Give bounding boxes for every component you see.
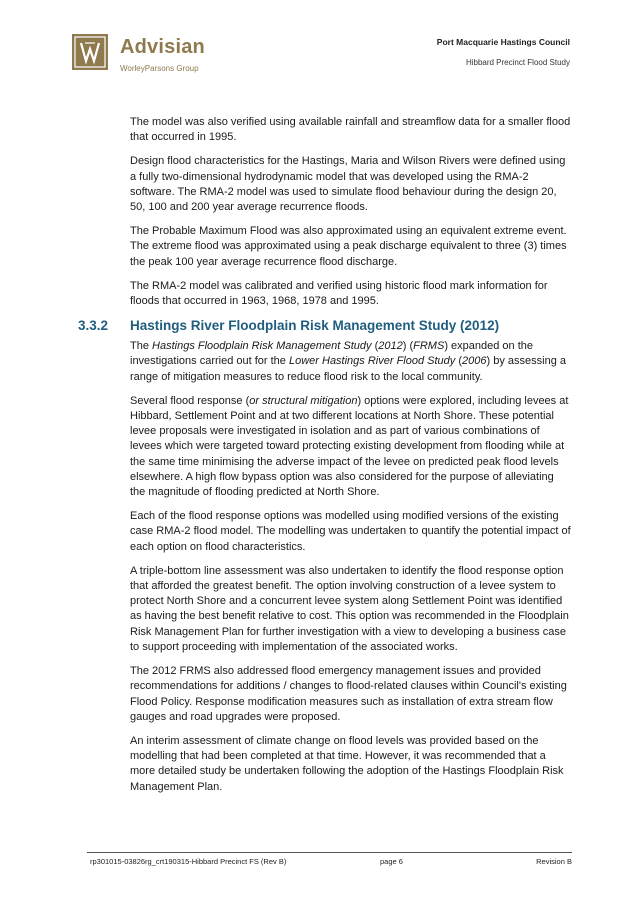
client-name: Port Macquarie Hastings Council bbox=[436, 37, 570, 47]
body-paragraph: Design flood characteristics for the Hastings, Maria and Wilson Rivers were defined using a fully two-dimensional hydrodynamic model that was developed using the RMA-2 software. The RMA-2 model was used to simulate flood behaviour during the design 20, 50, 100 and 200 year average recurrence floods. bbox=[130, 155, 566, 214]
body-paragraph: A triple-bottom line assessment was also undertaken to identify the flood response option that afforded the greatest benefit. The option involving construction of a levee system to protect North Shore and a concurrent levee system along Settlement Point was identified as having the best benefit relative to cost. This option was recommended in the Floodplain Risk Management Plan for further investigation with a view to developing a business case to support proceeding with implementation of the associated works. bbox=[130, 564, 569, 653]
italic-title: Lower Hastings River Flood Study bbox=[288, 355, 456, 368]
footer-doc-ref: rp301015-03826rg_crt190315-Hibbard Precinct FS (Rev B) bbox=[90, 857, 287, 866]
body-paragraph: The model was also verified using available rainfall and streamflow data for a smaller flood that occurred in 1995. bbox=[130, 116, 571, 144]
project-name: Hibbard Precinct Flood Study bbox=[465, 58, 570, 67]
advisian-logo bbox=[72, 34, 222, 80]
text-run: ) expanded on the investigations carried out for the bbox=[130, 340, 533, 368]
italic-year: 2012 bbox=[378, 340, 403, 353]
body-paragraph: An interim assessment of climate change on flood levels was provided based on the modelling that had been completed at that time. However, it was recommended that a more detailed study be undertaken following the adoption of the Hastings Floodplain Risk Management Plan. bbox=[130, 734, 564, 793]
section-number: 3.3.2 bbox=[78, 318, 109, 334]
brand-subtitle: WorleyParsons Group bbox=[120, 64, 199, 73]
text-run: ( bbox=[371, 340, 379, 353]
flood-response-paragraph bbox=[130, 394, 572, 500]
text-run: ) by assessing a range of mitigation measures to reduce flood risk to the local community. bbox=[130, 355, 566, 383]
frms-paragraph bbox=[130, 339, 572, 385]
text-run: Several flood response ( bbox=[130, 394, 250, 407]
footer-revision: Revision B bbox=[536, 857, 572, 866]
italic-title: Hastings Floodplain Risk Management Study bbox=[152, 340, 372, 353]
text-run: The bbox=[130, 340, 153, 353]
body-paragraph: The 2012 FRMS also addressed flood emergency management issues and provided recommendations for additions / changes to flood-related clauses within Council's existing Flood Policy. Response modification measures such as installation of extra stream flow gauges and road upgrades were proposed. bbox=[130, 665, 567, 723]
section-heading bbox=[78, 318, 572, 333]
document-body bbox=[78, 115, 572, 804]
page-header bbox=[437, 37, 570, 67]
brand-name: Advisian bbox=[120, 36, 205, 58]
italic-year: 2006 bbox=[462, 355, 487, 368]
text-run: ( bbox=[455, 355, 463, 368]
body-paragraph: Each of the flood response options was modelled using modified versions of the existing case RMA-2 flood model. The modelling was undertaken to quantify the potential impact of each option on flood characteristics. bbox=[130, 510, 571, 553]
italic-abbrev: FRMS bbox=[413, 340, 445, 353]
italic-phrase: or structural mitigation bbox=[249, 394, 358, 407]
advisian-logo-icon bbox=[72, 34, 108, 70]
footer-page-number: page 6 bbox=[380, 857, 403, 866]
body-paragraph: The RMA-2 model was calibrated and verified using historic flood mark information for floods that occurred in 1963, 1968, 1978 and 1995. bbox=[130, 279, 548, 308]
footer-divider bbox=[87, 852, 572, 853]
text-run: ) options were explored, including levees at Hibbard, Settlement Point and at two different locations at North Shore. These potential levee proposals were investigated in isolation and as part of various combinations of levees which were targeted toward protecting existing development from flooding while at the same time minimising the adverse impact of the levee on predicted peak flood levels elsewhere. A high flow bypass option was also considered for the purpose of alleviating the magnitude of flooding predicted at North Shore. bbox=[130, 394, 569, 499]
text-run: ) ( bbox=[402, 340, 414, 353]
body-paragraph: The Probable Maximum Flood was also approximated using an equivalent extreme event. The extreme flood was approximated using a peak discharge equivalent to three (3) times the peak 100 year average recurrence flood discharge. bbox=[130, 225, 567, 268]
section-title: Hastings River Floodplain Risk Management Study (2012) bbox=[130, 318, 500, 334]
